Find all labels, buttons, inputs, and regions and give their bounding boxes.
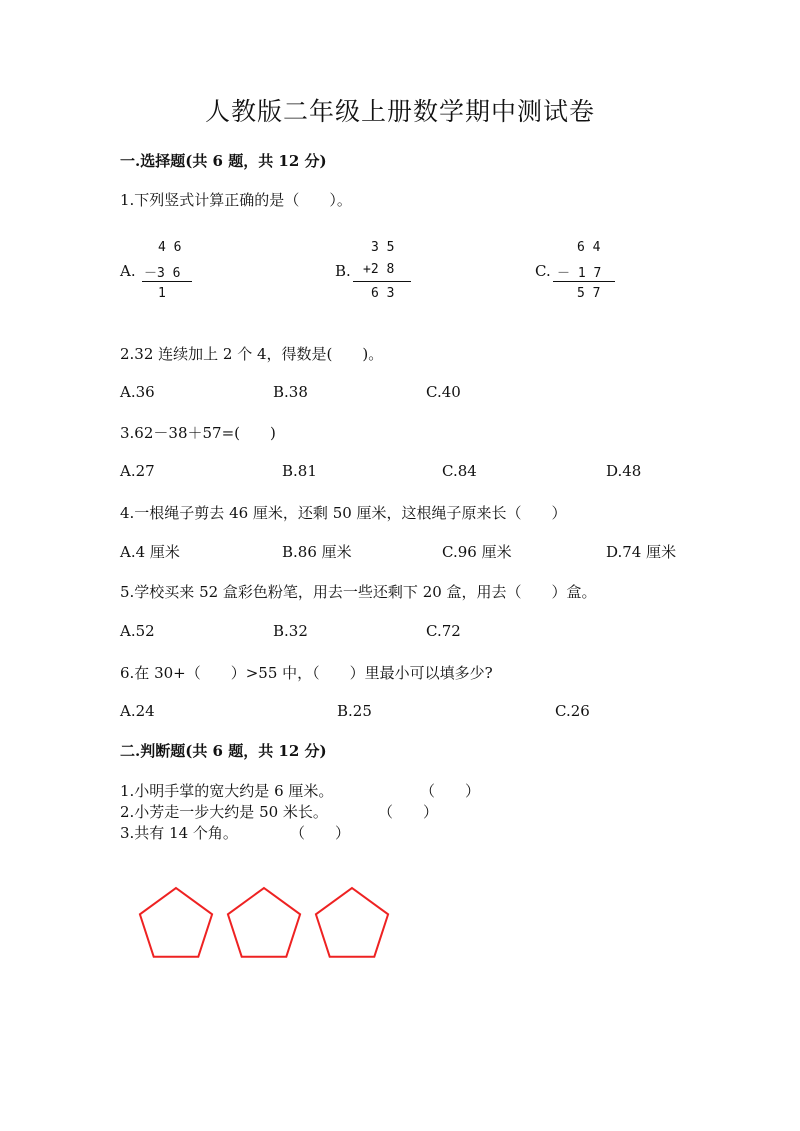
section-1-heading: 一.选择题(共 6 题，共 12 分): [120, 152, 327, 170]
q3-option-d: D.48: [606, 462, 642, 480]
q2-option-c: C.40: [426, 383, 461, 401]
q4-option-c: C.96 厘米: [442, 543, 512, 561]
q5-option-a: A.52: [120, 622, 155, 640]
section-2-heading: 二.判断题(共 6 题，共 12 分): [120, 742, 327, 760]
q3-option-a: A.27: [120, 462, 155, 480]
q1-a-mid: －3 6: [144, 266, 181, 281]
q3-option-b: B.81: [282, 462, 317, 480]
question-2: 2.32 连续加上 2 个 4，得数是( )。: [120, 345, 384, 363]
q1-b-result: 6 3: [371, 286, 395, 301]
q4-option-b: B.86 厘米: [282, 543, 352, 561]
q3-option-c: C.84: [442, 462, 477, 480]
q1-b-mid: +2 8: [363, 262, 395, 277]
q5-option-c: C.72: [426, 622, 461, 640]
q1-option-a-label: A.: [120, 262, 136, 280]
q5-option-b: B.32: [273, 622, 308, 640]
question-4: 4.一根绳子剪去 46 厘米，还剩 50 厘米，这根绳子原来长（ ）: [120, 504, 567, 522]
judge-item-1-paren: （ ）: [420, 782, 481, 800]
q1-option-b-label: B.: [335, 262, 351, 280]
pentagon-3: [316, 888, 388, 957]
q1-option-c-label: C.: [535, 262, 551, 280]
judge-item-2: 2.小芳走一步大约是 50 米长。: [120, 803, 328, 821]
judge-item-3: 3.共有 14 个角。: [120, 824, 238, 842]
judge-item-1: 1.小明手掌的宽大约是 6 厘米。: [120, 782, 334, 800]
q1-c-top: 6 4: [577, 240, 601, 255]
q1-b-top: 3 5: [371, 240, 395, 255]
question-3: 3.62－38＋57=( ): [120, 424, 276, 442]
q2-option-a: A.36: [120, 383, 155, 401]
judge-item-3-paren: （ ）: [290, 824, 351, 842]
q1-c-result: 5 7: [577, 286, 601, 301]
q4-option-d: D.74 厘米: [606, 543, 677, 561]
q1-a-result: 1: [158, 286, 166, 301]
q6-option-c: C.26: [555, 702, 590, 720]
question-6: 6.在 30+（ ）>55 中，（ ）里最小可以填多少?: [120, 664, 493, 682]
judge-item-2-paren: （ ）: [378, 803, 439, 821]
q2-option-b: B.38: [273, 383, 308, 401]
question-1: 1.下列竖式计算正确的是（ ）。: [120, 191, 352, 209]
pentagon-1: [140, 888, 212, 957]
q1-a-top: 4 6: [158, 240, 182, 255]
question-5: 5.学校买来 52 盒彩色粉笔，用去一些还剩下 20 盒，用去（ ）盒。: [120, 583, 597, 601]
q4-option-a: A.4 厘米: [120, 543, 180, 561]
q1-c-mid: － 1 7: [557, 266, 602, 281]
q6-option-a: A.24: [120, 702, 155, 720]
page-title: 人教版二年级上册数学期中测试卷: [204, 97, 595, 126]
q6-option-b: B.25: [337, 702, 372, 720]
pentagon-2: [228, 888, 300, 957]
